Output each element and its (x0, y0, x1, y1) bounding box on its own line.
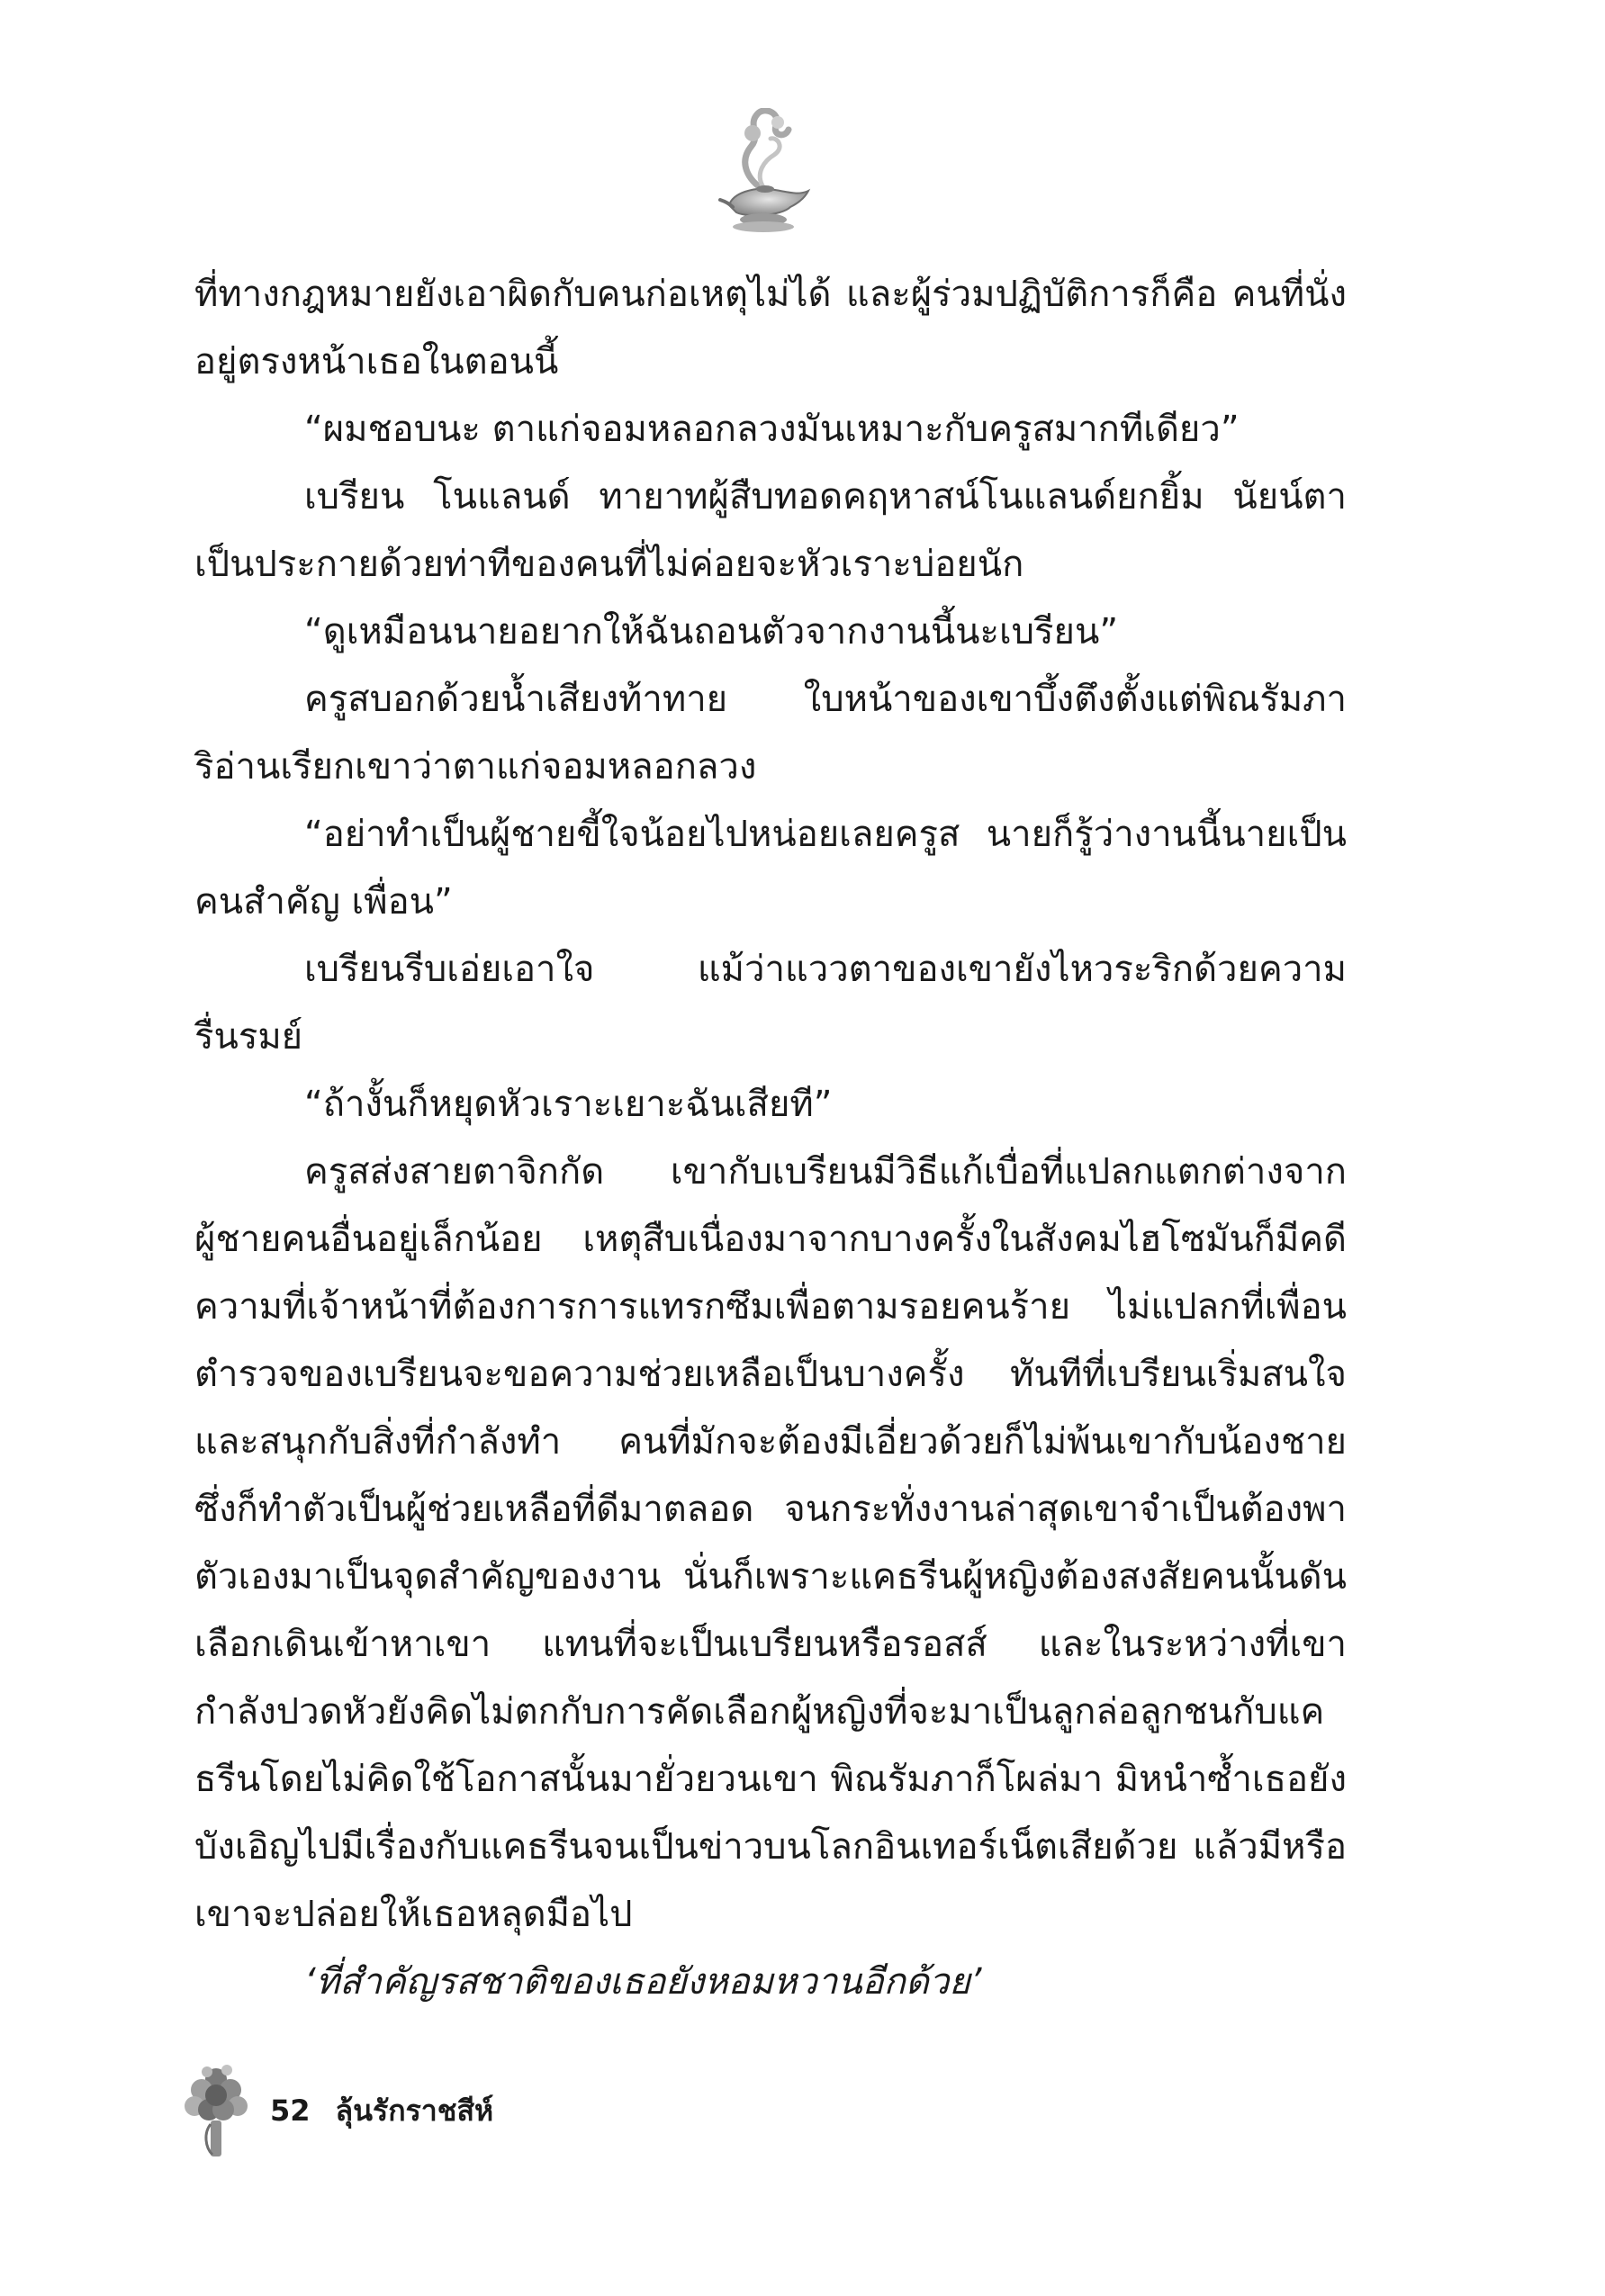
page-footer (180, 2061, 493, 2160)
ornamental-plant-icon (180, 2061, 252, 2160)
paragraph: เบรียนรีบเอ่ยเอาใจ แม้ว่าแววตาของเขายังไหวระริกด้วยความรื่นรมย์ (194, 949, 1347, 1058)
paragraph: “ผมชอบนะ ตาแก่จอมหลอกลวงมันเหมาะกับครูสมากทีเดียว” (304, 409, 1240, 450)
paragraph: “อย่าทำเป็นผู้ชายขี้ใจน้อยไปหน่อยเลยครูส นายก็รู้ว่างานนี้นายเป็นคนสำคัญ เพื่อน” (194, 814, 1347, 923)
book-title: ลุ้นรักราชสีห์ (335, 2093, 494, 2128)
body-text (194, 261, 1347, 2016)
paragraph: ครูสบอกด้วยน้ำเสียงท้าทาย ใบหน้าของเขาบึ้งตึงตั้งแต่พิณรัมภาริอ่านเรียกเขาว่าตาแก่จอมหลอกลวง (194, 679, 1347, 788)
paragraph: ที่ทางกฎหมายยังเอาผิดกับคนก่อเหตุไม่ได้ และผู้ร่วมปฏิบัติการก็คือ คนที่นั่งอยู่ตรงหน้าเธอในตอนนี้ (194, 274, 1347, 383)
paragraph: ครูสส่งสายตาจิกกัด เขากับเบรียนมีวิธีแก้เบื่อที่แปลกแตกต่างจากผู้ชายคนอื่นอยู่เล็กน้อย เหตุสืบเนื่องมาจากบางครั้งในสังคมไฮโซมันก็มีคดีความที่เจ้าหน้าที่ต้องการการแทรกซึมเพื่อตามรอยคนร้าย ไม่แปลกที่เพื่อนตำรวจของเบรียนจะขอความช่วยเหลือเป็นบางครั้ง ทันทีที่เบรียนเริ่มสนใจและสนุกกับสิ่งที่กำลังทำ คนที่มักจะต้องมีเอี่ยวด้วยก็ไม่พ้นเขากับน้องชาย ซึ่งก็ทำตัวเป็นผู้ช่วยเหลือที่ดีมาตลอด จนกระทั่งงานล่าสุดเขาจำเป็นต้องพาตัวเองมาเป็นจุดสำคัญของงาน นั่นก็เพราะแคธรีนผู้หญิงต้องสงสัยคนนั้นดันเลือกเดินเข้าหาเขา แทนที่จะเป็นเบรียนหรือรอสส์ และในระหว่างที่เขากำลังปวดหัวยังคิดไม่ตกกับการคัดเลือกผู้หญิงที่จะมาเป็นลูกล่อลูกชนกับแคธรีนโดยไม่คิดใช้โอกาสนั้นมายั่วยวนเขา พิณรัมภาก็โผล่มา มิหนำซ้ำเธอยังบังเอิญไปมีเรื่องกับแคธรีนจนเป็นข่าวบนโลกอินเทอร์เน็ตเสียด้วย แล้วมีหรือเขาจะปล่อยให้เธอหลุดมือไป (194, 1151, 1347, 1935)
italic-thought: ‘ที่สำคัญรสชาติของเธอยังหอมหวานอีกด้วย’ (304, 1961, 982, 2003)
paragraph: “ถ้างั้นก็หยุดหัวเราะเยาะฉันเสียที” (304, 1084, 833, 1125)
paragraph: “ดูเหมือนนายอยากให้ฉันถอนตัวจากงานนี้นะเบรียน” (304, 611, 1119, 653)
page-number: 52 (270, 2093, 311, 2128)
paragraph: เบรียน โนแลนด์ ทายาทผู้สืบทอดคฤหาสน์โนแลนด์ยกยิ้ม นัยน์ตาเป็นประกายด้วยท่าทีของคนที่ไม่ค่อยจะหัวเราะบ่อยนัก (194, 476, 1347, 585)
genie-lamp-icon (711, 108, 819, 234)
